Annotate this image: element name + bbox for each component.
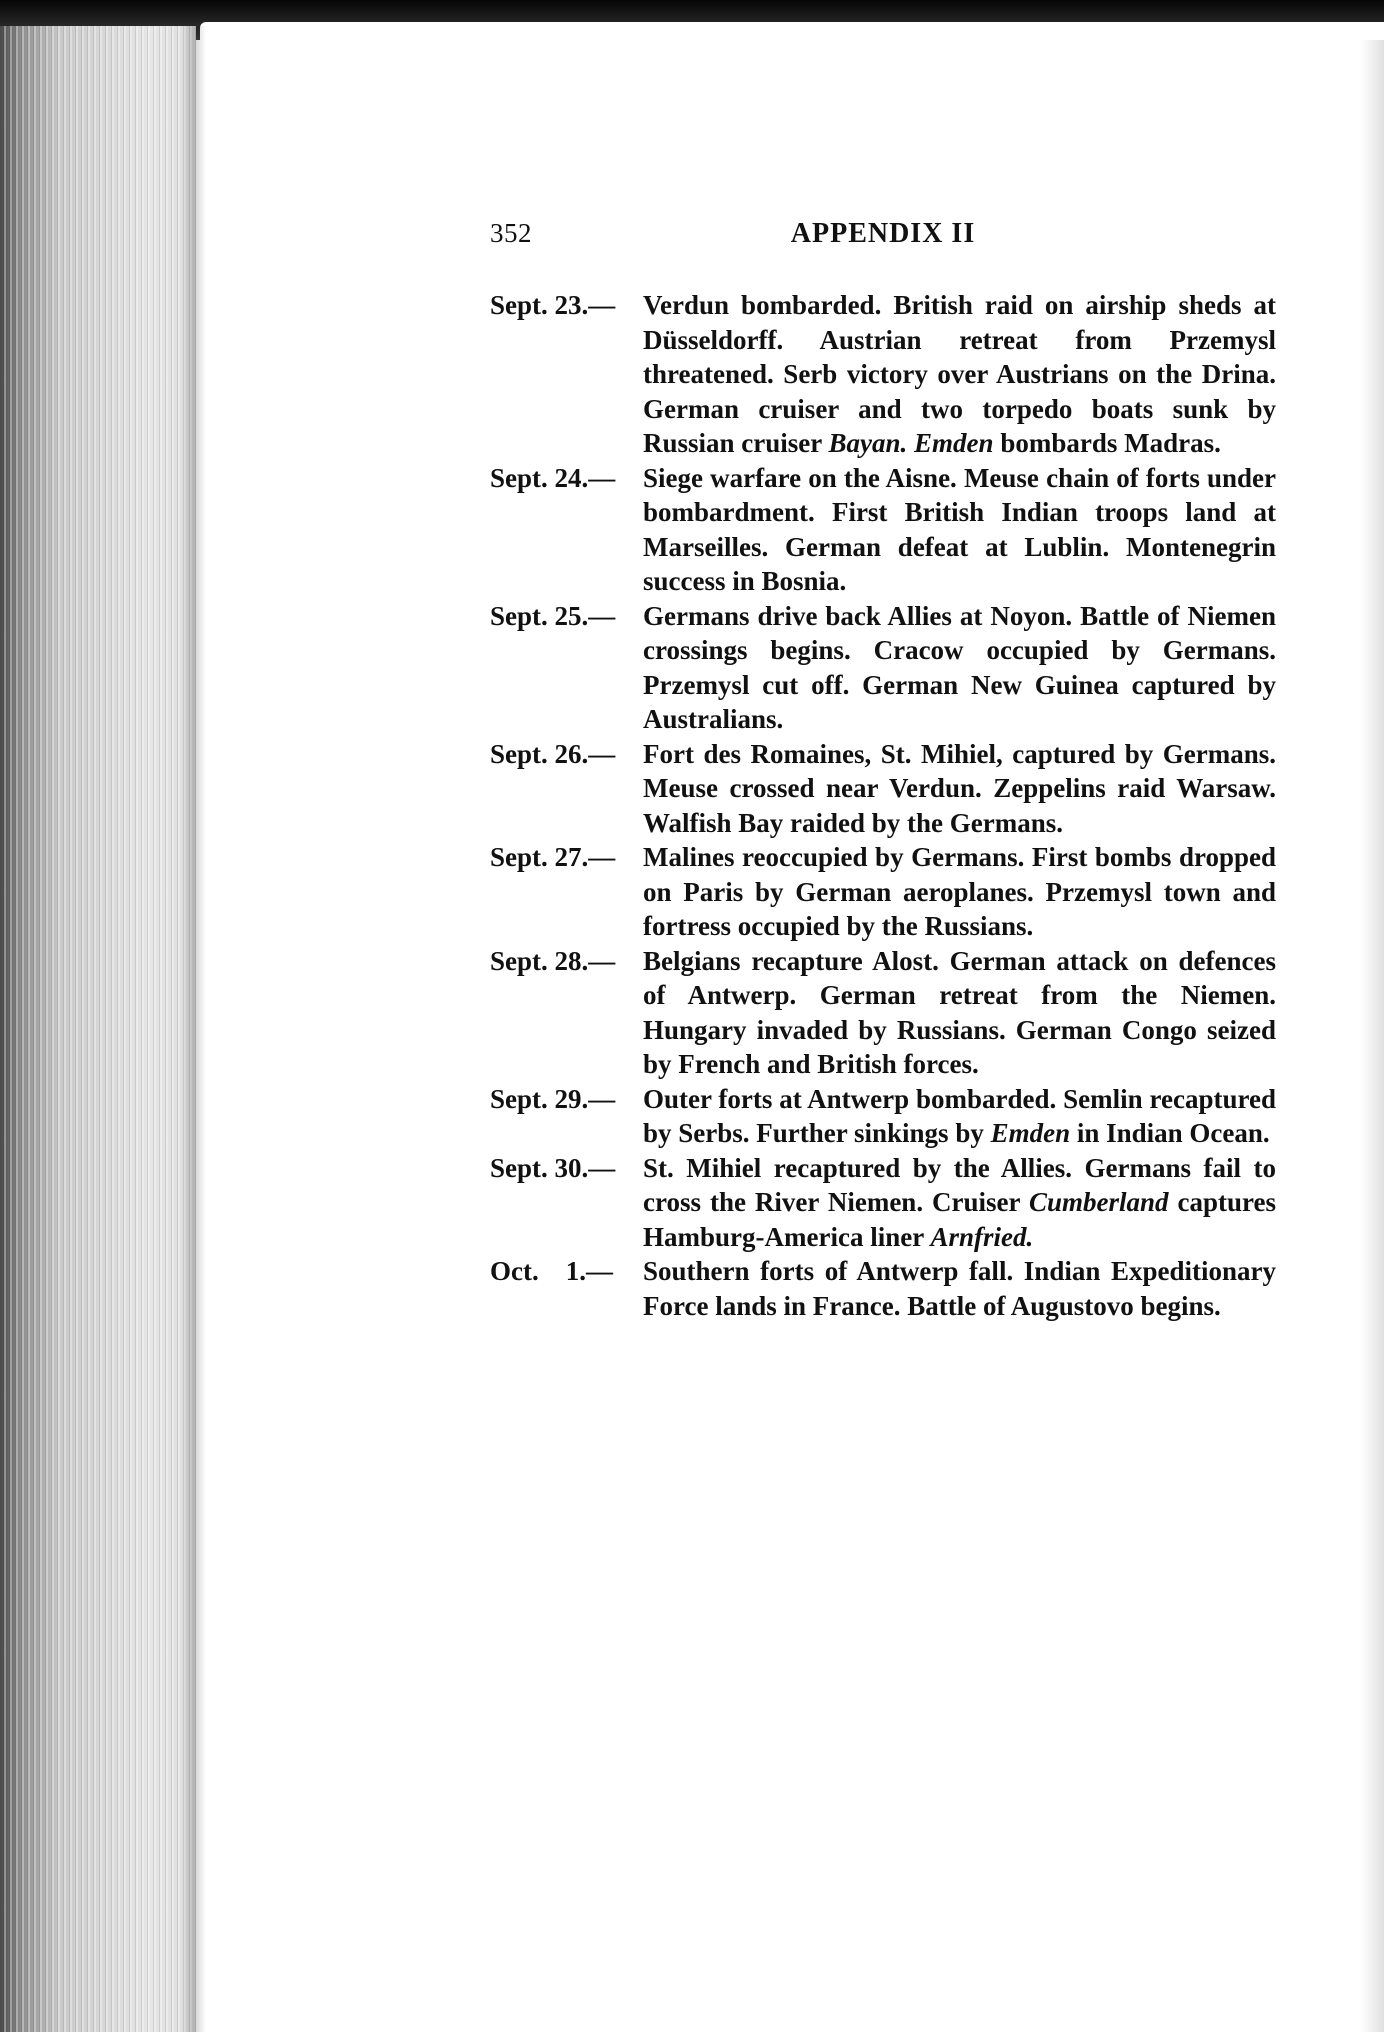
entry-text bbox=[643, 599, 1276, 737]
chronology-entry bbox=[490, 737, 1276, 841]
entry-text bbox=[643, 1254, 1276, 1323]
chronology-entry bbox=[490, 461, 1276, 599]
entry-text-run: Verdun bombarded. British raid on airship sheds at Düsseldorff. Austrian retreat from Przemysl threatened. Serb victory over Austrians on the Drina. German cruiser and two torpedo boats sunk by Russian cruiser bbox=[643, 290, 1276, 458]
chronology-list bbox=[490, 288, 1276, 1323]
page-right-shadow bbox=[1360, 40, 1384, 2032]
entry-text bbox=[643, 288, 1276, 461]
entry-text-run: Belgians recapture Alost. German attack on defences of Antwerp. German retreat from the Niemen. Hungary invaded by Russians. German Congo seized by French and British forces. bbox=[643, 945, 1276, 1079]
entry-text-run: Malines reoccupied by Germans. First bombs dropped on Paris by German aeroplanes. Przemysl town and fortress occupied by the Russians. bbox=[643, 842, 1276, 941]
entry-text-run: captures Hamburg-America liner bbox=[643, 1187, 1276, 1252]
entry-date: Sept. 24.— bbox=[490, 462, 616, 493]
entry-date: Sept. 28.— bbox=[490, 945, 616, 976]
chronology-entry bbox=[490, 1082, 1276, 1151]
entry-text bbox=[643, 737, 1276, 841]
chronology-entry bbox=[490, 599, 1276, 737]
entry-text-run: Siege warfare on the Aisne. Meuse chain of forts under bombardment. First British Indian troops land at Marseilles. German defeat at Lublin. Montenegrin success in Bosnia. bbox=[643, 462, 1276, 596]
entry-date: Sept. 27.— bbox=[490, 842, 616, 872]
entry-date: Sept. 23.— bbox=[490, 290, 616, 320]
entry-date: Oct. 1.— bbox=[490, 1256, 613, 1286]
entry-text-run: St. Mihiel recaptured by the Allies. Germans fail to cross the River Niemen. Cruiser bbox=[643, 1152, 1276, 1217]
entry-text bbox=[643, 944, 1276, 1082]
entry-text bbox=[643, 461, 1276, 599]
chronology-entry bbox=[490, 944, 1276, 1082]
entry-date: Sept. 25.— bbox=[490, 600, 616, 631]
italic-name: Emden bbox=[914, 428, 994, 458]
entry-text-run: Southern forts of Antwerp fall. Indian Expeditionary Force lands in France. Battle of Augustovo begins. bbox=[643, 1256, 1276, 1321]
entry-date: Sept. 29.— bbox=[490, 1083, 616, 1114]
italic-name: Cumberland bbox=[1028, 1187, 1169, 1217]
italic-name: Bayan. bbox=[828, 428, 908, 458]
entry-text-run: bombards Madras. bbox=[993, 428, 1221, 458]
page-header bbox=[490, 218, 1276, 262]
chronology-entry bbox=[490, 840, 1276, 944]
entry-date: Sept. 26.— bbox=[490, 738, 616, 769]
italic-name: Arnfried. bbox=[930, 1221, 1034, 1252]
book-page-edges bbox=[0, 26, 196, 2032]
chronology-entry bbox=[490, 1254, 1276, 1323]
entry-text-run: Germans drive back Allies at Noyon. Battle of Niemen crossings begins. Cracow occupied by Germans. Przemysl cut off. German New Guinea captured by Australians. bbox=[643, 600, 1276, 734]
chronology-entry bbox=[490, 288, 1276, 461]
entry-text-run: in Indian Ocean. bbox=[1070, 1118, 1270, 1148]
entry-text-run: Outer forts at Antwerp bombarded. Semlin recaptured by Serbs. Further sinkings by bbox=[643, 1083, 1276, 1148]
chronology-entry bbox=[490, 1151, 1276, 1255]
entry-text bbox=[643, 840, 1276, 944]
running-head: APPENDIX II bbox=[790, 218, 976, 249]
page-number: 352 bbox=[490, 218, 532, 248]
entry-text-run: Fort des Romaines, St. Mihiel, captured by Germans. Meuse crossed near Verdun. Zeppelins raid Warsaw. Walfish Bay raided by the Germans. bbox=[643, 738, 1276, 838]
italic-name: Emden bbox=[990, 1118, 1071, 1148]
entry-date: Sept. 30.— bbox=[490, 1152, 616, 1183]
gutter-shadow bbox=[184, 26, 206, 2032]
entry-text bbox=[643, 1151, 1276, 1255]
entry-text bbox=[643, 1082, 1276, 1151]
